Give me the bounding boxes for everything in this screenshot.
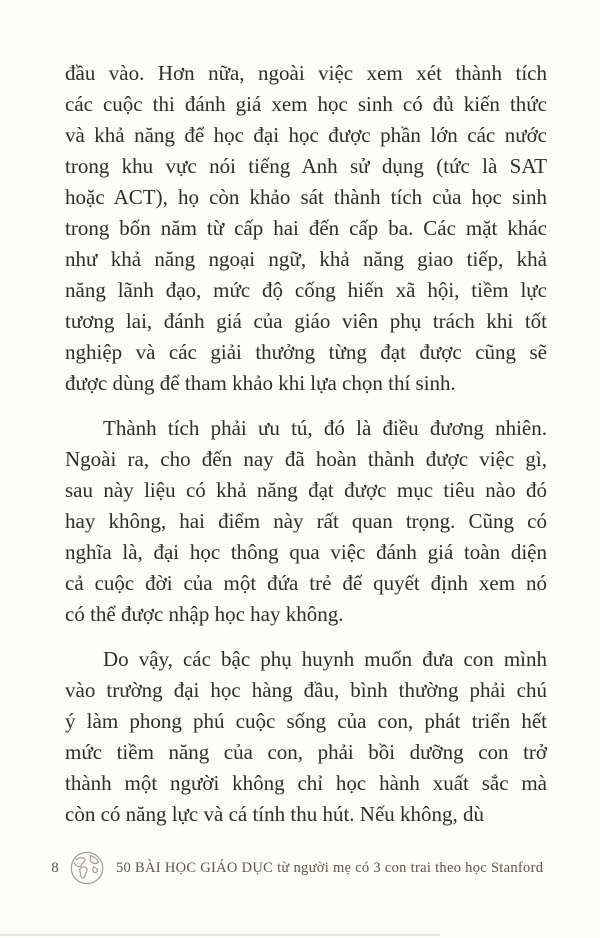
text-line: hay không, hai điểm này rất quan trọng. Cũng có <box>65 509 547 533</box>
paragraph <box>65 644 547 830</box>
text-line: thành một người không chỉ học hành xuất sắc mà <box>65 771 547 795</box>
text-line: ý làm phong phú cuộc sống của con, phát triển hết <box>65 709 547 733</box>
text-line: trong khu vực nói tiếng Anh sử dụng (tức là SAT <box>65 154 547 178</box>
text-line: sau này liệu có khả năng đạt được mục tiêu nào đó <box>65 478 547 502</box>
text-line: các cuộc thi đánh giá xem học sinh có đủ kiến thức <box>65 92 547 116</box>
book-title: 50 BÀI HỌC GIÁO DỤC từ người mẹ có 3 con trai theo học Stanford <box>116 859 544 876</box>
text-line: vào trường đại học hàng đầu, bình thường phải chú <box>65 678 547 702</box>
text-line: Thành tích phải ưu tú, đó là điều đương nhiên. <box>103 416 547 440</box>
text-line: Do vậy, các bậc phụ huynh muốn đưa con mình <box>103 647 547 671</box>
page-footer <box>0 846 600 890</box>
text-line: mức tiềm năng của con, phải bồi dưỡng con trở <box>65 740 547 764</box>
text-line: hoặc ACT), họ còn khảo sát thành tích của học sinh <box>65 185 547 209</box>
text-line: nghiệp và các giải thưởng từng đạt được cũng sẽ <box>65 340 547 364</box>
globe-icon <box>68 849 106 887</box>
text-line: và khả năng để học đại học được phần lớn các nước <box>65 123 547 147</box>
paragraph <box>65 413 547 630</box>
page-number: 8 <box>51 859 59 876</box>
text-line: cả cuộc đời của một đứa trẻ để quyết định xem nó <box>65 571 547 595</box>
text-line: năng lãnh đạo, mức độ cống hiến xã hội, tiềm lực <box>65 278 547 302</box>
text-line: trong bốn năm từ cấp hai đến cấp ba. Các mặt khác <box>65 216 547 240</box>
text-line: còn có năng lực và cá tính thu hút. Nếu không, dù <box>65 802 485 826</box>
text-line: đầu vào. Hơn nữa, ngoài việc xem xét thành tích <box>65 61 547 85</box>
paragraph <box>65 58 547 399</box>
page-text <box>65 58 547 830</box>
page-edge-line <box>0 934 440 936</box>
text-line: có thể được nhập học hay không. <box>65 602 344 626</box>
text-line: được dùng để tham khảo khi lựa chọn thí sinh. <box>65 371 456 395</box>
text-line: nghĩa là, đại học thông qua việc đánh giá toàn diện <box>65 540 547 564</box>
text-line: Ngoài ra, cho đến nay đã hoàn thành được việc gì, <box>65 447 547 471</box>
text-line: như khả năng ngoại ngữ, khả năng giao tiếp, khả <box>65 247 547 271</box>
text-line: tương lai, đánh giá của giáo viên phụ trách khi tốt <box>65 309 547 333</box>
